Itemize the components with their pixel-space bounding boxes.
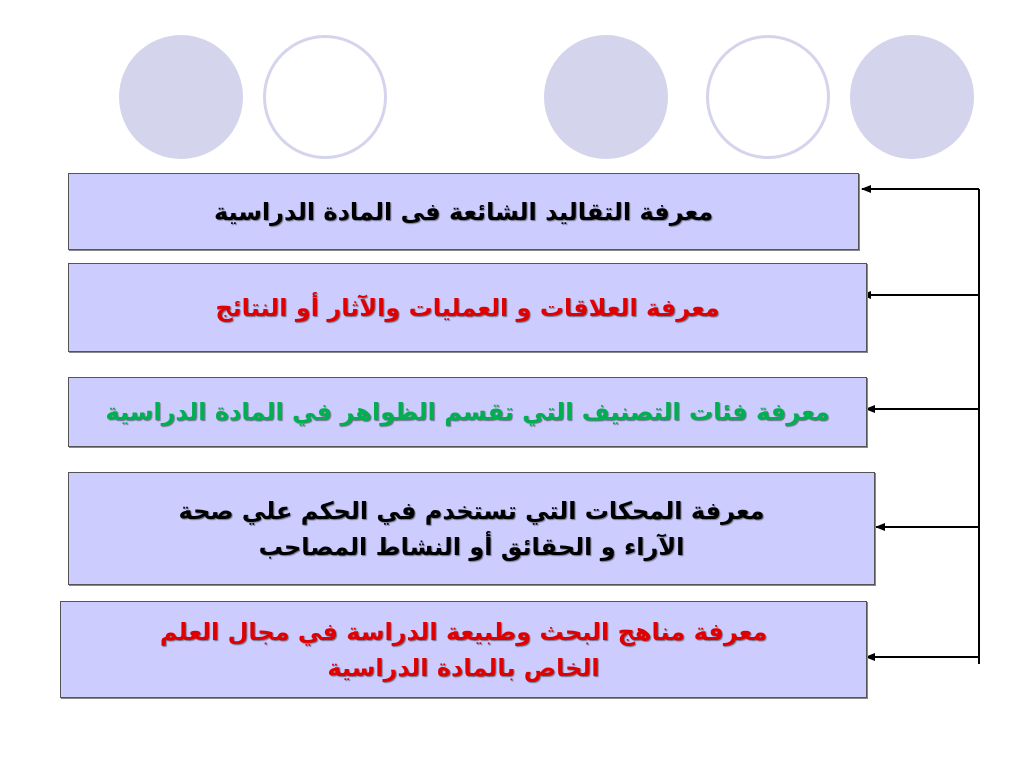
concept-box-text: معرفة المحكات التي تستخدم في الحكم علي صحة الآراء و الحقائق أو النشاط المصاحب [178,496,765,561]
concept-box-text: معرفة العلاقات و العمليات والآثار أو النتائج [215,293,720,322]
concept-box-text: معرفة مناهج البحث وطبيعة الدراسة في مجال العلم الخاص بالمادة الدراسية [159,617,768,682]
concept-box-classification [68,377,867,447]
concept-box-relations [68,263,867,352]
concept-box-text: معرفة التقاليد الشائعة فى المادة الدراسية [213,197,714,226]
concept-box-conventions [68,173,859,250]
concept-box-methods [60,601,867,698]
concept-box-text: معرفة فئات التصنيف التي تقسم الظواهر في المادة الدراسية [105,398,830,426]
concept-box-criteria [68,472,875,585]
